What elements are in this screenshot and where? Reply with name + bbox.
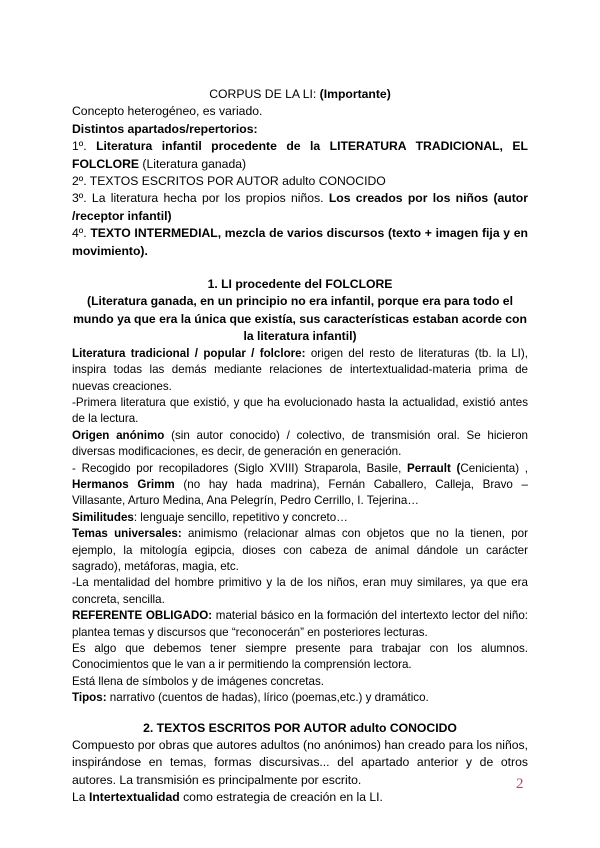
corpus-title — [72, 86, 528, 103]
s2p2-bold: Intertextualidad — [88, 790, 180, 805]
s1p11-bold: Tipos: — [72, 691, 107, 705]
section1-paragraph-7: -La mentalidad del hombre primitivo y la de los niños, eran muy similares, ya que era concreta, sencilla. — [72, 576, 528, 606]
s1p11-rest: narrativo (cuentos de hadas), lírico (poemas,etc.) y dramático. — [106, 691, 429, 705]
s1p4-b: Cenicienta) , — [460, 461, 528, 475]
corpus-title-text: CORPUS DE LA LI: — [209, 87, 320, 101]
corpus-title-bold: (Importante) — [319, 87, 391, 101]
s1p8-bold: REFERENTE OBLIGADO: — [72, 609, 213, 623]
s2p2-b: como estrategia de creación en la LI. — [179, 790, 383, 805]
section1-paragraph-2: -Primera literatura que existió, y que ha evolucionado hasta la actualidad, existió antes de la lectura. — [72, 395, 528, 426]
document-page — [72, 86, 528, 807]
corpus-concepto: Concepto heterogéneo, es variado. — [72, 104, 263, 119]
s1p6-bold: Temas universales: — [72, 527, 182, 541]
corpus-distintos-bold: Distintos apartados/repertorios: — [72, 121, 258, 136]
section2-heading — [72, 720, 528, 737]
s1p4-bold2: Hermanos Grimm — [72, 477, 175, 491]
section1-paragraph-8 — [72, 608, 528, 641]
s1p4-bold1: Perrault ( — [407, 461, 461, 475]
section2-paragraph-2 — [72, 789, 528, 806]
s1p1-rest: origen del resto de literaturas (tb. la LI), inspira todas las demás mediante relaciones de intertextualidad-materia prima de nuevas creaciones. — [72, 346, 528, 393]
item1-bold: Literatura infantil procedente de la LITERATURA TRADICIONAL, EL FOLCLORE — [72, 139, 528, 171]
section2-paragraph-1: Compuesto por obras que autores adultos (no anónimos) han creado para los niños, inspirándose en temas, formas discursivas... del apartado anterior y de otros autores. La transmisión es principalmente por escrito. — [72, 738, 528, 787]
item4-bold: TEXTO INTERMEDIAL, mezcla de varios discursos (texto + imagen fija y en movimiento). — [72, 226, 528, 258]
s1p4-a: - Recogido por recopiladores (Siglo XVIII) Straparola, Basile, — [72, 461, 408, 475]
s1p6-rest: animismo (relacionar almas con objetos que no la tienen, por ejemplo, la mitología egipcia, dioses con cabeza de animal dándole un carácter sagrado), metáforas, magia, etc. — [72, 527, 528, 573]
section1-paragraph-9: Es algo que debemos tener siempre presente para trabajar con los alumnos. Conocimientos que le van a ir permitiendo la comprensión lectora. — [72, 642, 528, 672]
s1p3-rest: (sin autor conocido) / colectivo, de transmisión oral. Se hicieron diversas modificaciones, es decir, de generación en generación. — [72, 428, 528, 459]
s1p8-rest: material básico en la formación del intertexto lector del niño: plantea temas y discursos que “reconocerán” en posteriores lecturas. — [72, 609, 528, 639]
section1-heading-text: 1. LI procedente del FOLCLORE — [207, 277, 393, 292]
s1p3-bold: Origen anónimo — [72, 428, 165, 442]
section1-paragraph-3 — [72, 428, 528, 461]
section1-subheading — [72, 293, 528, 345]
spacer — [72, 707, 528, 720]
page-number: 2 — [516, 776, 524, 792]
corpus-item-1 — [72, 138, 528, 173]
section2-heading-text: 2. TEXTOS ESCRITOS POR AUTOR adulto CONOCIDO — [143, 720, 457, 735]
section1-paragraph-5 — [72, 510, 528, 526]
s1p5-bold: Similitudes — [72, 510, 134, 524]
item1-prefix: 1º. — [72, 139, 97, 154]
corpus-item-3 — [72, 190, 528, 225]
section1-paragraph-10: Está llena de símbolos y de imágenes concretas. — [72, 674, 324, 688]
corpus-item-4 — [72, 225, 528, 260]
s2p2-a: La — [72, 790, 89, 805]
item4-prefix: 4º. — [72, 226, 91, 241]
section1-paragraph-4 — [72, 461, 528, 510]
s1p1-bold: Literatura tradicional / popular / folclore: — [72, 346, 306, 360]
section1-subheading-text: (Literatura ganada, en un principio no era infantil, porque era para todo el mundo ya que era la única que existía, sus características estaban acorde con la literatura infantil) — [73, 294, 527, 344]
corpus-item-2: 2º. TEXTOS ESCRITOS POR AUTOR adulto CONOCIDO — [72, 174, 386, 189]
section1-paragraph-11 — [72, 690, 528, 706]
s1p5-rest: : lenguaje sencillo, repetitivo y concreto… — [133, 510, 348, 524]
item3-bold: Los creados por los niños (autor /receptor infantil) — [72, 191, 528, 223]
corpus-distintos — [72, 121, 528, 138]
s1p4-c: (no hay hada madrina), Fernán Caballero, Calleja, Bravo – Villasante, Arturo Medina, Ana Pelegrín, Pedro Cerrillo, I. Tejerina… — [72, 477, 528, 508]
spacer — [72, 260, 528, 276]
section1-heading — [72, 276, 528, 293]
section1-paragraph-1 — [72, 346, 528, 395]
section1-paragraph-6 — [72, 526, 528, 575]
item3-prefix: 3º. La literatura hecha por los propios niños. — [72, 191, 329, 206]
item1-rest: (Literatura ganada) — [139, 156, 247, 171]
